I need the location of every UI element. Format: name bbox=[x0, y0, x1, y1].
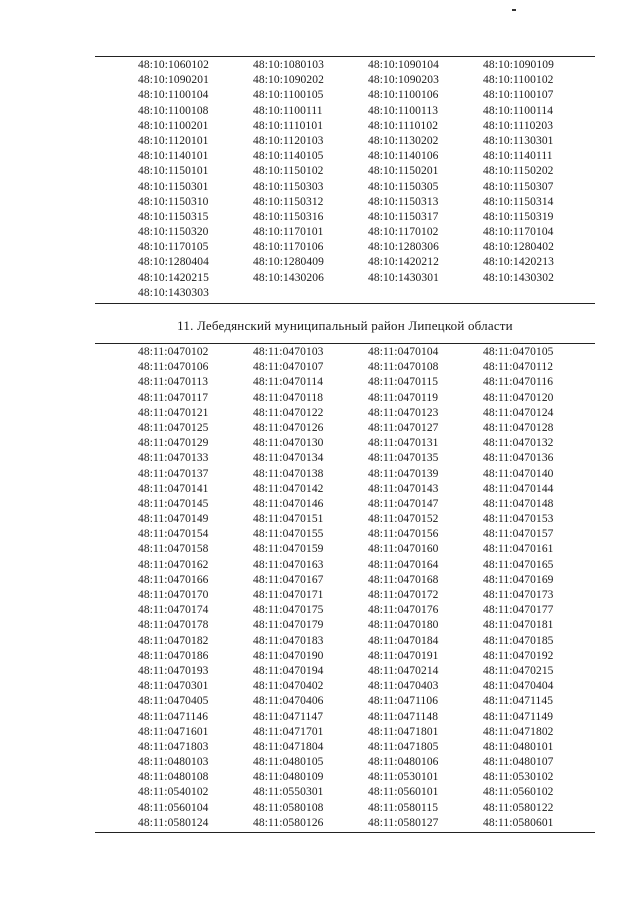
cadastral-number-cell: 48:11:0470155 bbox=[253, 528, 324, 541]
cadastral-number-cell: 48:10:1150313 bbox=[368, 195, 439, 208]
table-row bbox=[95, 816, 595, 831]
cadastral-number-cell: 48:11:0470164 bbox=[368, 558, 439, 571]
cadastral-number-cell: 48:11:0470105 bbox=[483, 346, 554, 358]
cadastral-number-cell: 48:10:1150307 bbox=[483, 180, 554, 193]
cadastral-number-cell: 48:11:0470104 bbox=[368, 346, 439, 358]
cadastral-number-cell: 48:10:1100104 bbox=[138, 89, 209, 102]
table-row bbox=[95, 634, 595, 649]
cadastral-number-cell: 48:11:0470145 bbox=[138, 497, 209, 510]
cadastral-number-cell: 48:11:0470174 bbox=[138, 604, 209, 617]
cadastral-number-cell: 48:10:1120103 bbox=[253, 134, 324, 147]
table-row bbox=[95, 618, 595, 633]
cadastral-number-cell: 48:10:1110101 bbox=[253, 119, 324, 132]
cadastral-number-cell: 48:11:0471802 bbox=[483, 725, 554, 738]
cadastral-number-cell: 48:10:1170101 bbox=[253, 226, 324, 239]
table-row bbox=[95, 240, 595, 255]
cadastral-number-cell: 48:11:0470116 bbox=[483, 376, 554, 389]
cadastral-number-cell: 48:11:0470160 bbox=[368, 543, 439, 556]
table-row bbox=[95, 588, 595, 603]
cadastral-number-cell: 48:11:0470152 bbox=[368, 513, 439, 526]
cadastral-number-cell: 48:10:1090202 bbox=[253, 74, 324, 87]
cadastral-number-cell: 48:10:1280404 bbox=[138, 256, 209, 269]
cadastral-number-cell: 48:10:1150305 bbox=[368, 180, 439, 193]
cadastral-number-cell: 48:11:0470176 bbox=[368, 604, 439, 617]
cadastral-number-cell: 48:11:0470115 bbox=[368, 376, 439, 389]
cadastral-number-cell: 48:10:1280402 bbox=[483, 241, 554, 254]
cadastral-table-district-10 bbox=[95, 58, 595, 301]
table-row bbox=[95, 180, 595, 195]
table-row bbox=[95, 345, 595, 360]
cadastral-number-cell: 48:11:0470121 bbox=[138, 406, 209, 419]
cadastral-number-cell: 48:11:0470158 bbox=[138, 543, 209, 556]
table-row bbox=[95, 512, 595, 527]
cadastral-number-cell: 48:11:0470133 bbox=[138, 452, 209, 465]
cadastral-number-cell: 48:10:1150319 bbox=[483, 210, 554, 223]
cadastral-number-cell: 48:10:1100108 bbox=[138, 104, 209, 117]
table-row bbox=[95, 164, 595, 179]
cadastral-number-cell: 48:10:1420213 bbox=[483, 256, 554, 269]
cadastral-number-cell: 48:11:0470169 bbox=[483, 573, 554, 586]
table-row bbox=[95, 482, 595, 497]
cadastral-number-cell: 48:11:0470114 bbox=[253, 376, 324, 389]
cadastral-number-cell: 48:11:0580122 bbox=[483, 801, 554, 814]
table-row bbox=[95, 436, 595, 451]
cadastral-number-cell: 48:11:0470175 bbox=[253, 604, 324, 617]
cadastral-number-cell: 48:11:0470192 bbox=[483, 649, 554, 662]
cadastral-number-cell: 48:11:0470112 bbox=[483, 361, 554, 374]
cadastral-number-cell: 48:10:1430303 bbox=[138, 286, 209, 299]
cadastral-number-cell: 48:10:1150101 bbox=[138, 165, 209, 178]
cadastral-number-cell: 48:11:0471805 bbox=[368, 740, 439, 753]
cadastral-number-cell: 48:10:1120101 bbox=[138, 134, 209, 147]
cadastral-number-cell: 48:10:1150315 bbox=[138, 210, 209, 223]
cadastral-number-cell: 48:11:0470128 bbox=[483, 421, 554, 434]
cadastral-number-cell: 48:11:0470165 bbox=[483, 558, 554, 571]
table-row bbox=[95, 573, 595, 588]
cadastral-number-cell: 48:10:1130202 bbox=[368, 134, 439, 147]
table-row bbox=[95, 770, 595, 785]
table-row bbox=[95, 801, 595, 816]
cadastral-number-cell: 48:11:0470117 bbox=[138, 391, 209, 404]
cadastral-number-cell: 48:11:0470122 bbox=[253, 406, 324, 419]
cadastral-number-cell bbox=[215, 286, 333, 301]
cadastral-number-cell: 48:10:1130301 bbox=[483, 134, 554, 147]
cadastral-number-cell: 48:11:0470181 bbox=[483, 619, 554, 632]
cadastral-number-cell: 48:10:1430302 bbox=[483, 271, 554, 284]
cadastral-number-cell: 48:11:0480108 bbox=[138, 771, 209, 784]
cadastral-number-cell: 48:11:0470144 bbox=[483, 482, 554, 495]
table-row bbox=[95, 286, 595, 301]
cadastral-number-cell: 48:10:1430206 bbox=[253, 271, 324, 284]
table-row bbox=[95, 725, 595, 740]
section-divider-bottom bbox=[95, 343, 595, 344]
cadastral-number-cell: 48:11:0470151 bbox=[253, 513, 324, 526]
cadastral-number-cell: 48:10:1100105 bbox=[253, 89, 324, 102]
table-row bbox=[95, 104, 595, 119]
table-row bbox=[95, 542, 595, 557]
cadastral-number-cell: 48:11:0470154 bbox=[138, 528, 209, 541]
cadastral-number-cell: 48:11:0470146 bbox=[253, 497, 324, 510]
cadastral-number-cell: 48:11:0470171 bbox=[253, 589, 324, 601]
table-row bbox=[95, 785, 595, 800]
cadastral-number-cell: 48:11:0580115 bbox=[368, 801, 439, 814]
cadastral-number-cell: 48:10:1060102 bbox=[138, 59, 209, 71]
cadastral-number-cell: 48:10:1100114 bbox=[483, 104, 554, 117]
cadastral-number-cell: 48:10:1140101 bbox=[138, 150, 209, 163]
table-row bbox=[95, 603, 595, 618]
table-bottom-border bbox=[95, 832, 595, 833]
table-row bbox=[95, 195, 595, 210]
cadastral-number-cell: 48:11:0470132 bbox=[483, 437, 554, 450]
cadastral-number-cell: 48:11:0470142 bbox=[253, 482, 324, 495]
cadastral-number-cell: 48:10:1100111 bbox=[253, 104, 323, 117]
cadastral-number-cell: 48:11:0471147 bbox=[253, 710, 324, 723]
table-row bbox=[95, 755, 595, 770]
cadastral-number-cell: 48:11:0470173 bbox=[483, 589, 554, 601]
cadastral-number-cell: 48:11:0470184 bbox=[368, 634, 439, 647]
cadastral-number-cell: 48:10:1150312 bbox=[253, 195, 324, 208]
section-divider-top bbox=[95, 303, 595, 304]
cadastral-number-cell: 48:11:0471148 bbox=[368, 710, 439, 723]
table-row bbox=[95, 649, 595, 664]
table-row bbox=[95, 73, 595, 88]
cadastral-number-cell: 48:10:1080103 bbox=[253, 59, 324, 71]
cadastral-number-cell: 48:11:0470136 bbox=[483, 452, 554, 465]
cadastral-number-cell: 48:11:0480107 bbox=[483, 756, 554, 769]
cadastral-number-cell: 48:11:0471601 bbox=[138, 725, 209, 738]
cadastral-number-cell: 48:10:1100201 bbox=[138, 119, 209, 132]
cadastral-number-cell: 48:11:0470113 bbox=[138, 376, 209, 389]
cadastral-number-cell: 48:11:0470153 bbox=[483, 513, 554, 526]
cadastral-number-cell: 48:10:1150310 bbox=[138, 195, 209, 208]
cadastral-number-cell: 48:10:1090109 bbox=[483, 59, 554, 71]
cadastral-number-cell: 48:10:1150317 bbox=[368, 210, 439, 223]
cadastral-number-cell: 48:11:0470123 bbox=[368, 406, 439, 419]
cadastral-number-cell: 48:11:0560101 bbox=[368, 786, 439, 799]
cadastral-number-cell: 48:10:1150102 bbox=[253, 165, 324, 178]
cadastral-number-cell: 48:11:0470193 bbox=[138, 664, 209, 677]
cadastral-number-cell: 48:11:0470126 bbox=[253, 421, 324, 434]
table-row bbox=[95, 119, 595, 134]
cadastral-number-cell: 48:10:1100102 bbox=[483, 74, 554, 87]
cadastral-number-cell: 48:11:0470118 bbox=[253, 391, 324, 404]
cadastral-number-cell: 48:11:0470194 bbox=[253, 664, 324, 677]
cadastral-number-cell: 48:10:1150301 bbox=[138, 180, 209, 193]
cadastral-number-cell: 48:11:0470159 bbox=[253, 543, 324, 556]
cadastral-number-cell: 48:11:0470178 bbox=[138, 619, 209, 632]
cadastral-number-cell: 48:10:1170106 bbox=[253, 241, 324, 254]
cadastral-number-cell: 48:10:1430301 bbox=[368, 271, 439, 284]
table-top-border bbox=[95, 56, 595, 57]
cadastral-number-cell: 48:11:0580124 bbox=[138, 816, 209, 829]
cadastral-number-cell: 48:11:0471149 bbox=[483, 710, 554, 723]
table-row bbox=[95, 527, 595, 542]
cadastral-number-cell: 48:11:0470214 bbox=[368, 664, 439, 677]
cadastral-number-cell: 48:11:0480106 bbox=[368, 756, 439, 769]
cadastral-number-cell: 48:11:0470139 bbox=[368, 467, 439, 480]
table-row bbox=[95, 740, 595, 755]
table-row bbox=[95, 225, 595, 240]
cadastral-number-cell: 48:10:1090203 bbox=[368, 74, 439, 87]
cadastral-number-cell: 48:10:1100107 bbox=[483, 89, 554, 102]
cadastral-number-cell: 48:11:0470168 bbox=[368, 573, 439, 586]
cadastral-number-cell: 48:10:1140111 bbox=[483, 150, 553, 163]
cadastral-number-cell: 48:10:1150303 bbox=[253, 180, 324, 193]
cadastral-number-cell: 48:11:0480103 bbox=[138, 756, 209, 769]
cadastral-number-cell: 48:11:0470134 bbox=[253, 452, 324, 465]
cadastral-number-cell: 48:11:0470143 bbox=[368, 482, 439, 495]
table-row bbox=[95, 451, 595, 466]
cadastral-number-cell: 48:11:0580108 bbox=[253, 801, 324, 814]
table-row bbox=[95, 210, 595, 225]
cadastral-number-cell: 48:11:0470127 bbox=[368, 421, 439, 434]
cadastral-number-cell: 48:11:0470135 bbox=[368, 452, 439, 465]
scan-mark bbox=[512, 9, 516, 11]
cadastral-number-cell: 48:11:0470404 bbox=[483, 680, 554, 693]
cadastral-number-cell: 48:11:0470125 bbox=[138, 421, 209, 434]
cadastral-number-cell: 48:11:0470190 bbox=[253, 649, 324, 662]
table-row bbox=[95, 271, 595, 286]
cadastral-number-cell: 48:11:0470138 bbox=[253, 467, 324, 480]
cadastral-number-cell: 48:11:0470108 bbox=[368, 361, 439, 374]
cadastral-number-cell bbox=[447, 286, 595, 301]
cadastral-number-cell: 48:10:1280306 bbox=[368, 241, 439, 254]
cadastral-number-cell: 48:11:0470166 bbox=[138, 573, 209, 586]
table-row bbox=[95, 694, 595, 709]
cadastral-number-cell: 48:11:0470406 bbox=[253, 695, 324, 708]
cadastral-number-cell: 48:10:1100106 bbox=[368, 89, 439, 102]
cadastral-number-cell: 48:11:0470162 bbox=[138, 558, 209, 571]
cadastral-number-cell: 48:11:0470107 bbox=[253, 361, 324, 374]
cadastral-number-cell: 48:11:0470301 bbox=[138, 680, 209, 693]
section-heading: 11. Лебедянский муниципальный район Липецкой области bbox=[177, 318, 513, 333]
cadastral-number-cell: 48:10:1150201 bbox=[368, 165, 439, 178]
cadastral-number-cell: 48:11:0470172 bbox=[368, 589, 439, 601]
cadastral-number-cell: 48:11:0580126 bbox=[253, 816, 324, 829]
cadastral-number-cell: 48:11:0530101 bbox=[368, 771, 439, 784]
cadastral-number-cell: 48:11:0470161 bbox=[483, 543, 554, 556]
table-row bbox=[95, 58, 595, 73]
cadastral-number-cell: 48:10:1170104 bbox=[483, 226, 554, 239]
cadastral-number-cell: 48:11:0480109 bbox=[253, 771, 324, 784]
cadastral-number-cell: 48:10:1090104 bbox=[368, 59, 439, 71]
cadastral-number-cell: 48:11:0470167 bbox=[253, 573, 324, 586]
cadastral-number-cell: 48:10:1420212 bbox=[368, 256, 439, 269]
cadastral-number-cell: 48:11:0471145 bbox=[483, 695, 554, 708]
cadastral-number-cell: 48:11:0470141 bbox=[138, 482, 209, 495]
cadastral-number-cell: 48:10:1140105 bbox=[253, 150, 324, 163]
cadastral-number-cell: 48:11:0470183 bbox=[253, 634, 324, 647]
cadastral-number-cell: 48:10:1110102 bbox=[368, 119, 439, 132]
cadastral-number-cell: 48:10:1150314 bbox=[483, 195, 554, 208]
cadastral-number-cell: 48:11:0470179 bbox=[253, 619, 324, 632]
cadastral-number-cell: 48:11:0470102 bbox=[138, 346, 209, 358]
cadastral-number-cell: 48:11:0470103 bbox=[253, 346, 324, 358]
table-row bbox=[95, 406, 595, 421]
table-row bbox=[95, 88, 595, 103]
cadastral-number-cell: 48:11:0470186 bbox=[138, 649, 209, 662]
cadastral-number-cell: 48:11:0470191 bbox=[368, 649, 439, 662]
table-row bbox=[95, 134, 595, 149]
cadastral-number-cell: 48:11:0470215 bbox=[483, 664, 554, 677]
cadastral-number-cell: 48:11:0470119 bbox=[368, 391, 439, 404]
cadastral-number-cell: 48:11:0470129 bbox=[138, 437, 209, 450]
cadastral-number-cell: 48:10:1090201 bbox=[138, 74, 209, 87]
cadastral-number-cell: 48:11:0550301 bbox=[253, 786, 324, 799]
cadastral-number-cell: 48:11:0470156 bbox=[368, 528, 439, 541]
cadastral-number-cell: 48:10:1170105 bbox=[138, 241, 209, 254]
cadastral-number-cell: 48:11:0540102 bbox=[138, 786, 209, 799]
cadastral-number-cell bbox=[333, 286, 447, 301]
cadastral-number-cell: 48:11:0471701 bbox=[253, 725, 324, 738]
table-row bbox=[95, 497, 595, 512]
cadastral-number-cell: 48:11:0470120 bbox=[483, 391, 554, 404]
table-row bbox=[95, 679, 595, 694]
cadastral-number-cell: 48:11:0470124 bbox=[483, 406, 554, 419]
cadastral-number-cell: 48:10:1150202 bbox=[483, 165, 554, 178]
cadastral-number-cell: 48:11:0470137 bbox=[138, 467, 209, 480]
cadastral-number-cell: 48:11:0471801 bbox=[368, 725, 439, 738]
cadastral-number-cell: 48:11:0580127 bbox=[368, 816, 439, 829]
cadastral-number-cell: 48:10:1420215 bbox=[138, 271, 209, 284]
cadastral-number-cell: 48:11:0471804 bbox=[253, 740, 324, 753]
cadastral-number-cell: 48:11:0470149 bbox=[138, 513, 209, 526]
cadastral-number-cell: 48:10:1100113 bbox=[368, 104, 439, 117]
table-row bbox=[95, 710, 595, 725]
table-row bbox=[95, 664, 595, 679]
cadastral-number-cell: 48:11:0470182 bbox=[138, 634, 209, 647]
table-row bbox=[95, 421, 595, 436]
cadastral-number-cell: 48:10:1170102 bbox=[368, 226, 439, 239]
cadastral-number-cell: 48:11:0470131 bbox=[368, 437, 439, 450]
cadastral-number-cell: 48:11:0470185 bbox=[483, 634, 554, 647]
table-row bbox=[95, 149, 595, 164]
cadastral-number-cell: 48:10:1150316 bbox=[253, 210, 324, 223]
cadastral-number-cell: 48:11:0470157 bbox=[483, 528, 554, 541]
cadastral-number-cell: 48:11:0471146 bbox=[138, 710, 209, 723]
cadastral-table-district-11 bbox=[95, 345, 595, 831]
cadastral-number-cell: 48:11:0470403 bbox=[368, 680, 439, 693]
table-row bbox=[95, 391, 595, 406]
cadastral-number-cell: 48:11:0470140 bbox=[483, 467, 554, 480]
cadastral-number-cell: 48:11:0470130 bbox=[253, 437, 324, 450]
cadastral-number-cell: 48:11:0480101 bbox=[483, 740, 554, 753]
table-row bbox=[95, 360, 595, 375]
cadastral-number-cell: 48:11:0470147 bbox=[368, 497, 439, 510]
cadastral-number-cell: 48:11:0470170 bbox=[138, 589, 209, 601]
cadastral-number-cell: 48:11:0471803 bbox=[138, 740, 209, 753]
cadastral-number-cell: 48:11:0530102 bbox=[483, 771, 554, 784]
cadastral-number-cell: 48:11:0470177 bbox=[483, 604, 554, 617]
cadastral-number-cell: 48:10:1150320 bbox=[138, 226, 209, 239]
cadastral-number-cell: 48:10:1280409 bbox=[253, 256, 324, 269]
cadastral-number-cell: 48:11:0560104 bbox=[138, 801, 209, 814]
cadastral-number-cell: 48:11:0471106 bbox=[368, 695, 439, 708]
table-row bbox=[95, 375, 595, 390]
cadastral-number-cell: 48:11:0580601 bbox=[483, 816, 554, 829]
cadastral-number-cell: 48:10:1140106 bbox=[368, 150, 439, 163]
table-row bbox=[95, 558, 595, 573]
table-row bbox=[95, 467, 595, 482]
cadastral-number-cell: 48:11:0470148 bbox=[483, 497, 554, 510]
cadastral-number-cell: 48:10:1110203 bbox=[483, 119, 554, 132]
cadastral-number-cell: 48:11:0470180 bbox=[368, 619, 439, 632]
table-row bbox=[95, 255, 595, 270]
cadastral-number-cell: 48:11:0470402 bbox=[253, 680, 324, 693]
cadastral-number-cell: 48:11:0480105 bbox=[253, 756, 324, 769]
cadastral-number-cell: 48:11:0470163 bbox=[253, 558, 324, 571]
cadastral-number-cell: 48:11:0470405 bbox=[138, 695, 209, 708]
cadastral-number-cell: 48:11:0560102 bbox=[483, 786, 554, 799]
cadastral-number-cell: 48:11:0470106 bbox=[138, 361, 209, 374]
